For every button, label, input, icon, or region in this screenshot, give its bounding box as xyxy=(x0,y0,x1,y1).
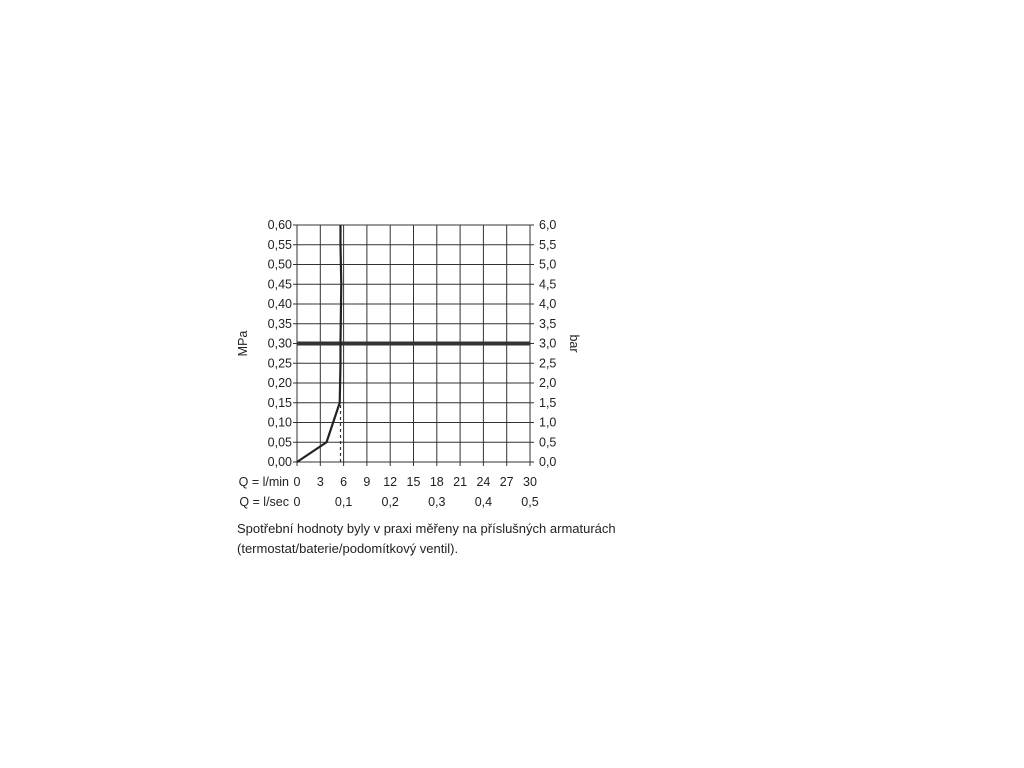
x-primary-tick-label: 9 xyxy=(363,475,371,489)
y-left-tick-label: 0,45 xyxy=(267,277,292,292)
x-secondary-tick-label: 0 xyxy=(293,495,301,509)
x-primary-tick-label: 12 xyxy=(383,475,398,489)
y-right-tick-label: 3,5 xyxy=(539,316,557,331)
x-primary-tick-label: 30 xyxy=(523,475,537,489)
x-primary-tick-label: 3 xyxy=(316,475,324,489)
y-left-tick-label: 0,15 xyxy=(267,395,292,410)
x-secondary-tick-label: 0,3 xyxy=(428,495,446,509)
y-left-tick-label: 0,05 xyxy=(267,435,292,450)
y-right-tick-label: 2,5 xyxy=(539,356,557,371)
x-primary-tick-label: 6 xyxy=(340,475,348,489)
x-secondary-axis-label: Q = l/sec xyxy=(239,495,289,509)
y-left-tick-label: 0,50 xyxy=(267,257,292,272)
y-right-tick-label: 5,0 xyxy=(539,257,557,272)
x-primary-tick-label: 15 xyxy=(406,475,421,489)
x-primary-axis-label: Q = l/min xyxy=(238,475,289,489)
y-right-tick-label: 5,5 xyxy=(539,237,557,252)
y-left-tick-label: 0,25 xyxy=(267,356,292,371)
y-left-tick-label: 0,30 xyxy=(267,336,292,351)
chart-caption: Spotřební hodnoty byly v praxi měřeny na příslušných armaturách (termostat/baterie/podomítkový ventil). xyxy=(237,521,616,556)
x-secondary-tick-label: 0,5 xyxy=(521,495,539,509)
y-left-tick-label: 0,20 xyxy=(267,376,292,390)
y-right-axis-label: bar xyxy=(567,334,581,353)
y-left-axis-label: MPa xyxy=(236,330,250,357)
x-primary-tick-label: 0 xyxy=(293,475,301,489)
y-left-tick-label: 0,00 xyxy=(267,455,292,469)
y-right-tick-label: 2,0 xyxy=(539,376,557,390)
y-left-tick-label: 0,55 xyxy=(267,237,292,252)
y-right-tick-label: 0,0 xyxy=(539,455,557,469)
x-primary-tick-label: 27 xyxy=(499,475,514,489)
x-primary-tick-label: 24 xyxy=(476,475,491,489)
y-left-tick-label: 0,40 xyxy=(267,297,292,311)
y-right-tick-label: 4,0 xyxy=(539,297,557,311)
y-right-tick-label: 0,5 xyxy=(539,435,557,450)
y-left-tick-label: 0,60 xyxy=(267,218,292,232)
x-secondary-tick-label: 0,1 xyxy=(334,495,353,509)
x-primary-tick-label: 21 xyxy=(453,475,468,489)
x-secondary-tick-label: 0,2 xyxy=(381,495,399,509)
y-right-tick-label: 1,5 xyxy=(539,395,557,410)
y-left-tick-label: 0,35 xyxy=(267,316,292,331)
y-right-tick-label: 1,0 xyxy=(539,415,557,430)
x-primary-tick-label: 18 xyxy=(429,475,444,489)
y-left-tick-label: 0,10 xyxy=(267,415,292,430)
y-right-tick-label: 6,0 xyxy=(539,218,557,232)
y-right-tick-label: 4,5 xyxy=(539,277,557,292)
y-right-tick-label: 3,0 xyxy=(539,336,557,351)
x-secondary-tick-label: 0,4 xyxy=(474,495,493,509)
